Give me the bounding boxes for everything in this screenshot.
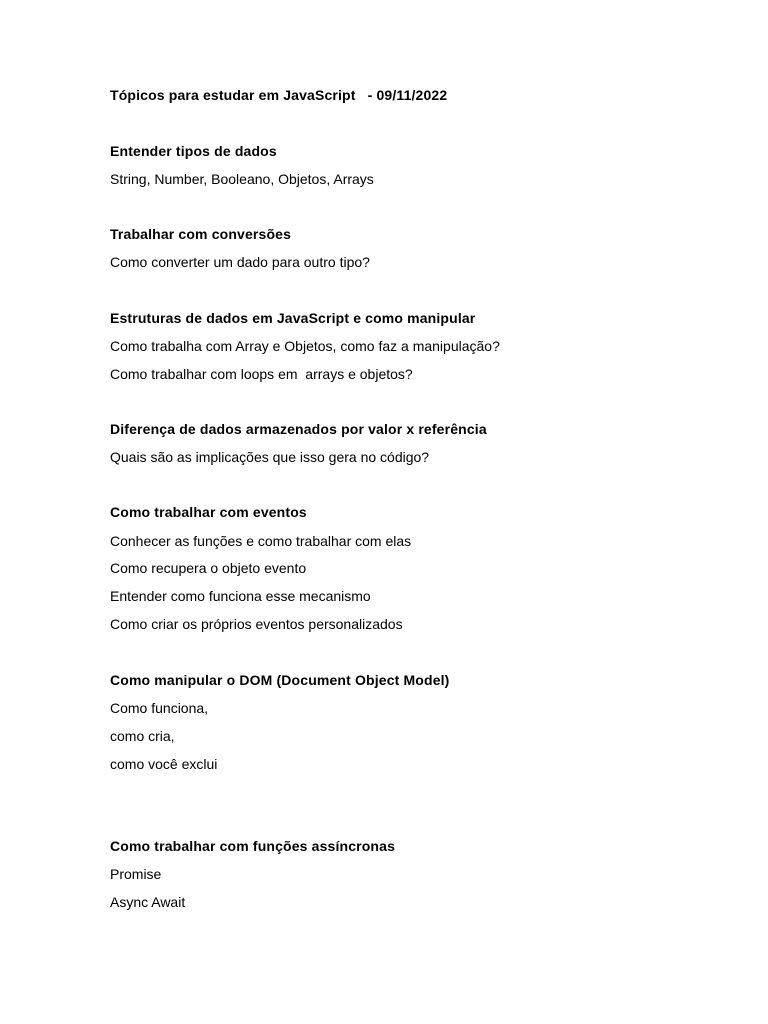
section-item: Promise	[110, 866, 162, 882]
section-heading: Como manipular o DOM (Document Object Model)	[110, 672, 450, 688]
section-item: Async Await	[110, 894, 186, 910]
section-heading: Estruturas de dados em JavaScript e como manipular	[110, 310, 476, 326]
section-heading: Entender tipos de dados	[110, 143, 277, 159]
section-item: Como criar os próprios eventos personalizados	[110, 616, 403, 632]
section-item: Quais são as implicações que isso gera no código?	[110, 449, 430, 465]
section-item: Como trabalhar com loops em arrays e objetos?	[110, 366, 413, 382]
section-heading: Diferença de dados armazenados por valor x referência	[110, 421, 487, 437]
section-item: Como recupera o objeto evento	[110, 560, 307, 576]
section-item: como cria,	[110, 728, 175, 744]
section-item: Como trabalha com Array e Objetos, como faz a manipulação?	[110, 338, 500, 354]
section-heading: Como trabalhar com funções assíncronas	[110, 838, 396, 854]
section-item: Entender como funciona esse mecanismo	[110, 588, 371, 604]
section-item: String, Number, Booleano, Objetos, Arrays	[110, 171, 374, 187]
section-item: Conhecer as funções e como trabalhar com elas	[110, 533, 412, 549]
section-heading: Como trabalhar com eventos	[110, 504, 307, 520]
section-item: como você exclui	[110, 756, 218, 772]
section-heading: Trabalhar com conversões	[110, 226, 292, 242]
section-item: Como funciona,	[110, 700, 209, 716]
document-title: Tópicos para estudar em JavaScript - 09/11/2022	[110, 87, 448, 103]
section-item: Como converter um dado para outro tipo?	[110, 254, 370, 270]
